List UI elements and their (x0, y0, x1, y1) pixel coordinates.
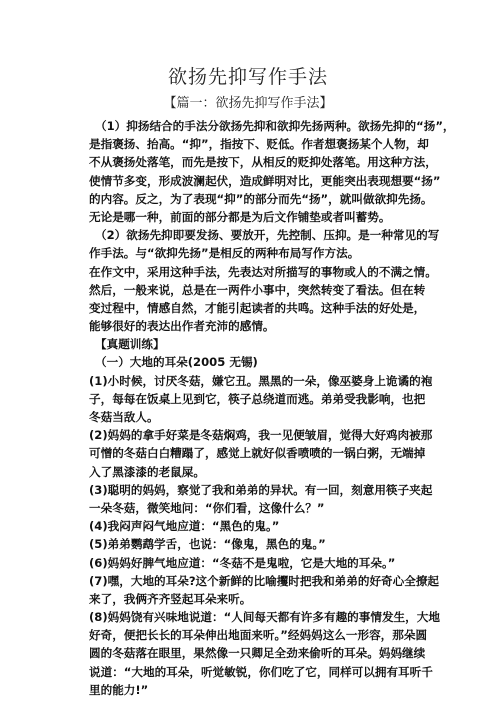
body-line: (1)小时候，讨厌冬菇，嫌它丑。黑黑的一朵，像巫婆身上诡谲的袍 (89, 373, 433, 388)
body-line: （2）欲扬先抑即要发扬、要放开，先控制、压抑。是一种常见的写 (95, 228, 440, 243)
body-line: (4)我闷声闷气地应道：“黑色的鬼。” (89, 519, 280, 534)
body-line: (8)妈妈饶有兴味地说道：“人间每天都有许多有趣的事情发生，大地 (89, 610, 440, 625)
document-subtitle: 【篇一：欲扬先抑写作手法】 (163, 96, 333, 111)
body-line: 作手法。与“欲抑先扬”是相反的两种布局写作方法。 (89, 246, 360, 261)
body-line: 冬菇当敌人。 (89, 410, 159, 424)
body-line: 一朵冬菇，微笑地问：“你们看，这像什么？” (89, 500, 325, 515)
body-line: 能够很好的表达出作者充沛的感情。 (89, 319, 275, 334)
body-line: 使情节多变，形成波澜起伏，造成鲜明对比，更能突出表现想要“扬” (89, 173, 441, 188)
body-line: 来了，我俩齐齐竖起耳朵来听。 (89, 591, 252, 606)
body-line: 的内容。反之，为了表现“抑”的部分而先“扬”，就叫做欲抑先扬。 (89, 191, 433, 206)
body-line: 是指褒扬、抬高。“抑”，指按下、贬低。作者想褒扬某个人物，却 (89, 137, 429, 152)
body-line: 子，每每在饭桌上见到它，筷子总绕道而逃。弟弟受我影响，也把 (89, 391, 426, 406)
body-line: (5)弟弟鹦鹉学舌，也说：“像鬼，黑色的鬼。” (89, 537, 326, 552)
document-body (89, 117, 455, 699)
body-line: 【真题训练】 (95, 337, 165, 352)
body-line: 然后，一般来说，总是在一两件小事中，突然转变了看法。但在转 (89, 282, 426, 297)
body-line: (3)聪明的妈妈，察觉了我和弟弟的异状。有一回，刻意用筷子夹起 (89, 482, 433, 497)
body-line: 圆的冬菇落在眼里，果然像一只卿足全劲来偷听的耳朵。妈妈继续 (89, 646, 426, 661)
body-line: 在作文中，采用这种手法，先表达对所描写的事物或人的不满之情。 (89, 264, 437, 279)
body-line: 入了黑漆漆的老鼠屎。 (89, 464, 205, 479)
body-line: (7)嘿，大地的耳朵?这个新鲜的比喻攫时把我和弟弟的好奇心全撩起 (89, 573, 440, 588)
body-line: 好奇，便把长长的耳朵伸出地面来听。”经妈妈这么一形容，那朵圆 (89, 628, 428, 643)
body-line: (2)妈妈的拿手好菜是冬菇焖鸡，我一见便皱眉，觉得大好鸡肉被那 (89, 428, 433, 443)
body-line: （1）抑扬结合的手法分欲扬先抑和欲抑先扬两种。欲扬先抑的“扬”， (95, 119, 455, 133)
body-line: 说道：“大地的耳朵，听觉敏锐，你们吃了它，同样可以拥有耳听千 (89, 664, 433, 679)
body-line: (6)妈妈好脾气地应道：“冬菇不是鬼啦，它是大地的耳朵。” (89, 555, 396, 570)
body-line: （一）大地的耳朵(2005 无锡) (95, 355, 258, 370)
body-line: 可憎的冬菇白白糟蹋了，感觉上就好似香喷喷的一锅白粥，无端掉 (89, 446, 426, 461)
body-line: 不从褒扬处落笔，而先是按下，从相反的贬抑处落笔。用这种方法， (89, 155, 437, 170)
body-line: 无论是哪一种，前面的部分都是为后文作铺垫或者叫蓄势。 (89, 209, 391, 224)
body-line: 里的能力!” (89, 682, 149, 697)
document-title: 欲扬先抑写作手法 (167, 66, 328, 88)
body-line: 变过程中，情感自然，才能引起读者的共鸣。这种手法的好处是， (89, 300, 426, 315)
